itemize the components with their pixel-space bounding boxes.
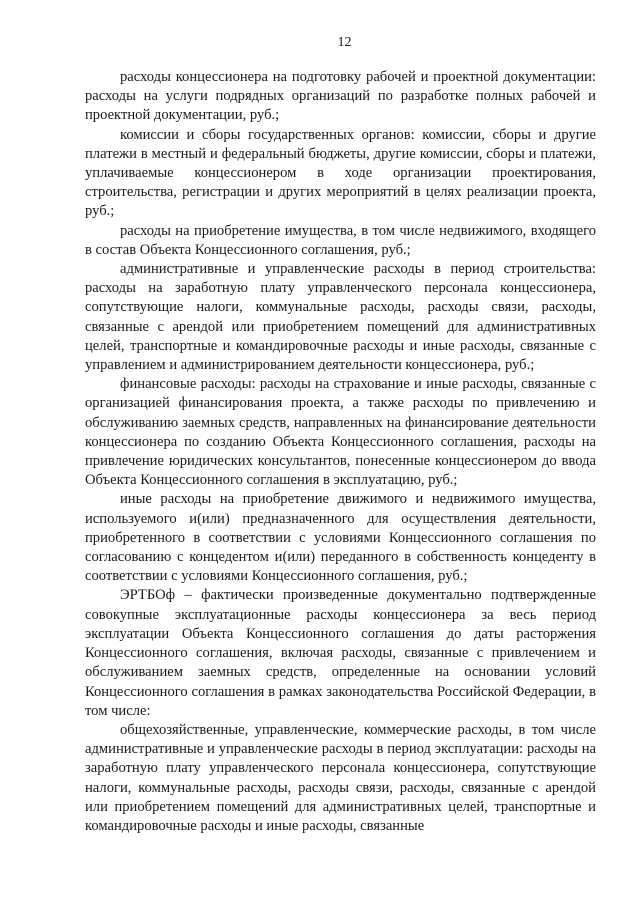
paragraph-general-admin-costs: общехозяйственные, управленческие, коммерческие расходы, в том числе административные и управленческие расходы в период эксплуатации: расходы на заработную плату управленческого персонала концессионера, сопутствующие налоги, коммунальные расходы, расходы связи, расходы, связанные с арендой или приобретением помещений для административных целей, транспортные и командировочные расходы и иные расходы, связанные — [85, 721, 596, 834]
page-number: 12 — [337, 35, 352, 50]
paragraph-commissions-and-fees: комиссии и сборы государственных органов: комиссии, сборы и другие платежи в местный и федеральный бюджеты, другие комиссии, сборы и платежи, уплачиваемые концессионером в ходе организации проектирования, строительства, регистрации и других мероприятий в целях реализации проекта, руб.; — [85, 126, 596, 220]
paragraph-design-documentation-costs: расходы концессионера на подготовку рабочей и проектной документации: расходы на услуги подрядных организаций по разработке полных рабочей и проектной документации, руб.; — [85, 69, 596, 124]
paragraph-operating-costs-definition: ЭРТБОф – фактически произведенные документально подтвержденные совокупные эксплуатационные расходы концессионера за весь период эксплуатации Объекта Концессионного соглашения до даты расторжения Концессионного соглашения, включая расходы, связанные с привлечением и обслуживанием заемных средств, определенные на основании условий Концессионного соглашения в рамках законодательства Российской Федерации, в том числе: — [85, 587, 596, 719]
paragraph-other-property-costs: иные расходы на приобретение движимого и недвижимого имущества, используемого и(или) предназначенного для осуществления деятельности, приобретенного в соответствии с условиями Концессионного соглашения по согласованию с концедентом и(или) переданного в собственность концеденту в соответствии с условиями Концессионного соглашения, руб.; — [85, 491, 596, 585]
paragraph-property-acquisition: расходы на приобретение имущества, в том числе недвижимого, входящего в состав Объекта Концессионного соглашения, руб.; — [85, 222, 596, 258]
paragraph-financial-costs: финансовые расходы: расходы на страхование и иные расходы, связанные с организацией финансирования проекта, а также расходы по привлечению и обслуживанию заемных средств, направленных на финансирование деятельности концессионера по созданию Объекта Концессионного соглашения, расходы на привлечение юридических консультантов, понесенные концессионером до ввода Объекта Концессионного соглашения в эксплуатацию, руб.; — [85, 376, 596, 489]
paragraph-admin-costs-construction: административные и управленческие расходы в период строительства: расходы на заработную плату управленческого персонала концессионера, сопутствующие налоги, коммунальные расходы, расходы связи, расходы, связанные с арендой или приобретением помещений для административных целей, транспортные и командировочные расходы и иные расходы, связанные с управлением и администрированием деятельности концессионера, руб.; — [85, 261, 596, 374]
